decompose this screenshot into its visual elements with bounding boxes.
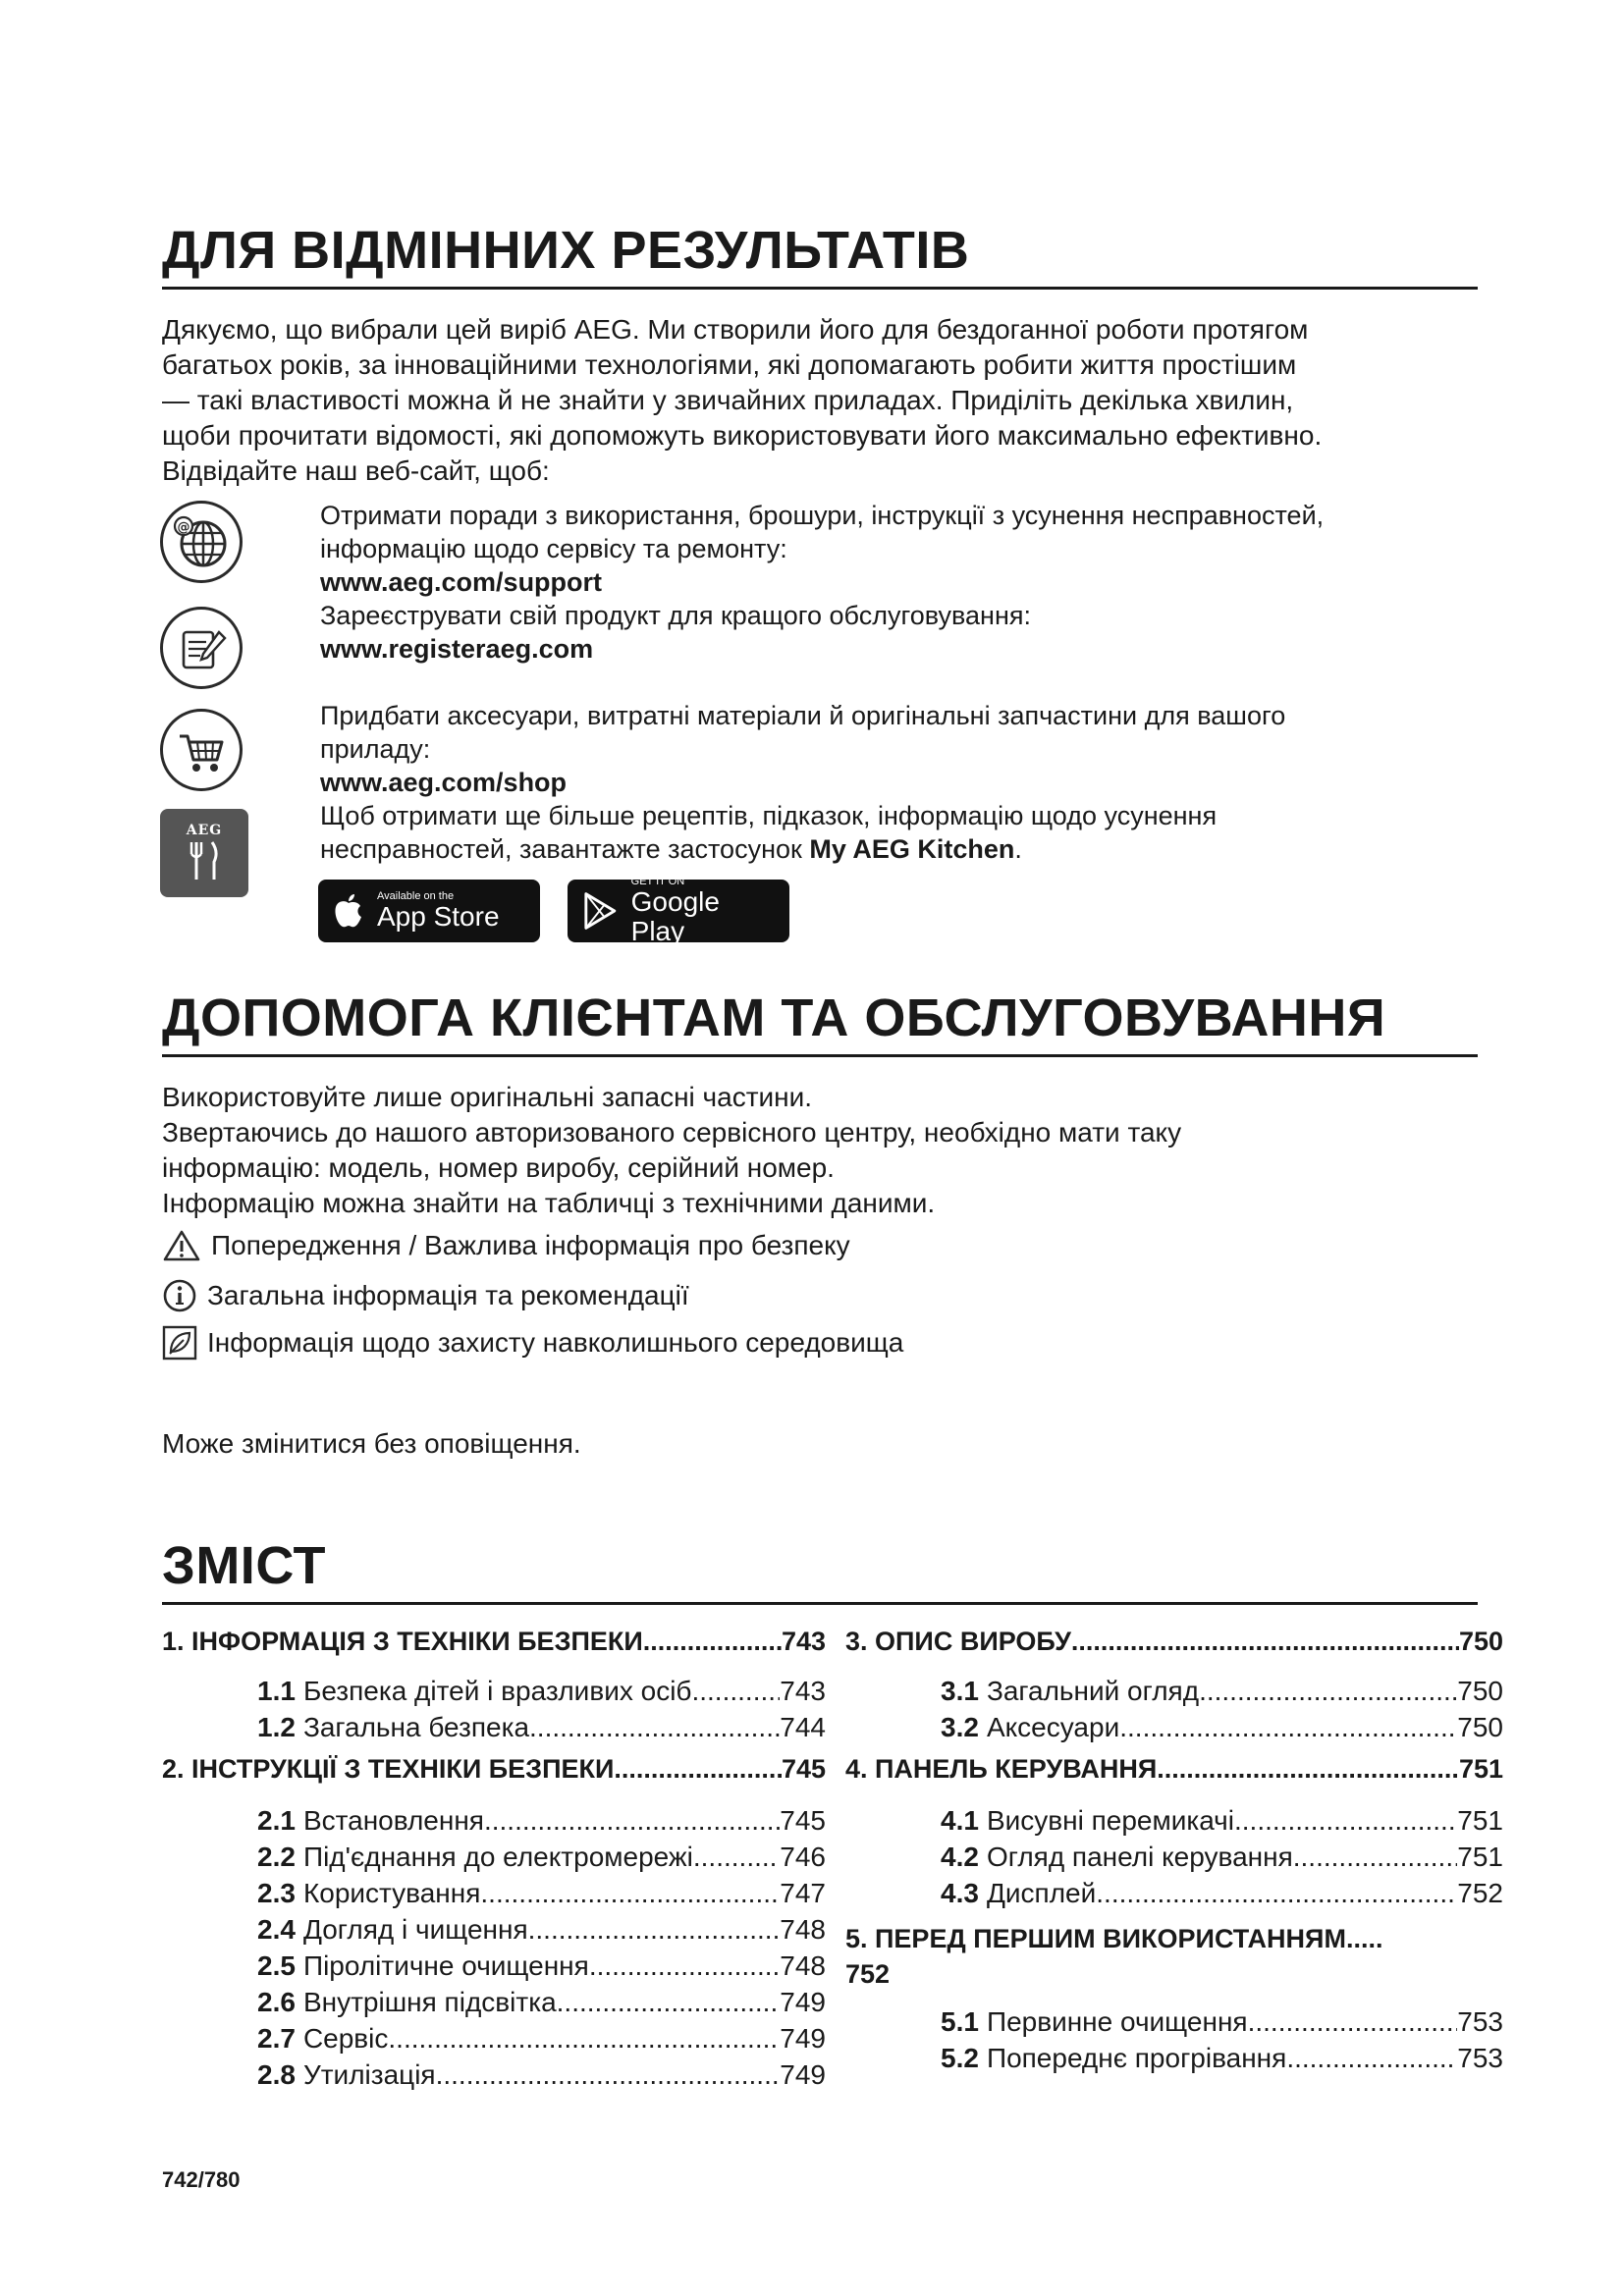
toc-item-4-2[interactable] — [845, 1839, 1503, 1875]
toc-item-page: 750 — [1457, 1676, 1503, 1706]
toc-section-3[interactable] — [845, 1624, 1503, 1659]
section-title-support: ДОПОМОГА КЛІЄНТАМ ТА ОБСЛУГОВУВАННЯ — [162, 991, 1478, 1057]
toc-item-number: 1.1 — [257, 1676, 296, 1706]
toc-section-5[interactable] — [845, 1921, 1503, 1992]
toc-item-number: 4.2 — [941, 1842, 979, 1872]
toc-item-2-2[interactable] — [162, 1839, 826, 1875]
shop-block — [320, 699, 1479, 866]
toc-item-number: 4.1 — [941, 1805, 979, 1836]
toc-section-label: 1. ІНФОРМАЦІЯ З ТЕХНІКИ БЕЗПЕКИ — [162, 1627, 643, 1656]
support-line: Використовуйте лише оригінальні запасні частини. — [162, 1082, 813, 1112]
support-line: Звертаючись до нашого авторизованого сервісного центру, необхідно мати таку — [162, 1117, 1182, 1148]
toc-item-page: 744 — [780, 1712, 826, 1742]
support-block — [320, 499, 1479, 666]
support-line: Інформацію можна знайти на табличці з технічними даними. — [162, 1188, 936, 1218]
toc-item-page: 746 — [780, 1842, 826, 1872]
toc-item-label: Попереднє прогрівання — [986, 2043, 1287, 2073]
toc-item-label: Дисплей — [986, 1878, 1097, 1908]
toc-item-2-3[interactable] — [162, 1875, 826, 1911]
globe-icon — [160, 501, 243, 583]
toc-title: ЗМІСТ — [162, 1539, 1478, 1605]
toc-item-label: Внутрішня підсвітка — [302, 1987, 557, 2017]
toc-item-label: Встановлення — [302, 1805, 484, 1836]
toc-item-page: 747 — [780, 1878, 826, 1908]
app-store-small-text: Available on the — [377, 890, 455, 902]
shop-text: Придбати аксесуари, витратні матеріали й оригінальні запчастини для вашого — [320, 701, 1286, 730]
register-link[interactable]: www.registeraeg.com — [320, 634, 594, 664]
toc-item-page: 750 — [1457, 1712, 1503, 1742]
google-play-badge[interactable] — [568, 876, 789, 946]
toc-item-label: Сервіс — [302, 2023, 389, 2054]
toc-item-label: Утилізація — [302, 2059, 436, 2090]
toc-item-5-2[interactable] — [845, 2040, 1503, 2076]
support-line: інформацію: модель, номер виробу, серійний номер. — [162, 1152, 835, 1183]
app-text-suffix: . — [1014, 834, 1022, 864]
svg-text:@: @ — [177, 520, 190, 535]
toc-section-2[interactable] — [162, 1751, 826, 1787]
toc-item-label: Безпека дітей і вразливих осіб — [302, 1676, 692, 1706]
toc-section-page: 743 — [781, 1627, 826, 1656]
shopping-cart-icon — [160, 709, 243, 791]
toc-item-number: 1.2 — [257, 1712, 296, 1742]
app-text-prefix: несправностей, завантажте застосунок — [320, 834, 810, 864]
toc-item-2-6[interactable] — [162, 1984, 826, 2020]
register-form-icon — [160, 607, 243, 689]
toc-item-number: 2.4 — [257, 1914, 296, 1945]
toc-section-1[interactable] — [162, 1624, 826, 1659]
register-text: Зареєструвати свій продукт для кращого обслуговування: — [320, 601, 1031, 630]
toc-item-page: 743 — [780, 1676, 826, 1706]
toc-item-2-7[interactable] — [162, 2020, 826, 2056]
toc-item-label: Огляд панелі керування — [986, 1842, 1293, 1872]
google-play-big-text: Google Play — [630, 886, 720, 946]
toc-section-label: 3. ОПИС ВИРОБУ — [845, 1627, 1071, 1656]
toc-item-number: 2.7 — [257, 2023, 296, 2054]
toc-item-number: 2.2 — [257, 1842, 296, 1872]
info-legend — [162, 1278, 689, 1313]
toc-item-page: 745 — [780, 1805, 826, 1836]
toc-item-number: 2.6 — [257, 1987, 296, 2017]
toc-item-4-3[interactable] — [845, 1875, 1503, 1911]
toc-item-3-1[interactable] — [845, 1673, 1503, 1709]
toc-item-label: Загальний огляд — [986, 1676, 1200, 1706]
app-store-badge[interactable] — [318, 880, 540, 942]
apple-icon — [332, 891, 365, 931]
aeg-app-icon-label: AEG — [186, 823, 223, 838]
warning-triangle-icon — [162, 1229, 201, 1262]
change-notice — [162, 1426, 1488, 1462]
toc-item-page: 751 — [1457, 1805, 1503, 1836]
toc-item-label: Аксесуари — [986, 1712, 1120, 1742]
toc-item-1-1[interactable] — [162, 1673, 826, 1709]
toc-item-2-5[interactable] — [162, 1948, 826, 1984]
toc-item-label: Піролітичне очищення — [302, 1950, 589, 1981]
change-notice-text: Може змінитися без оповіщення. — [162, 1428, 581, 1459]
toc-item-2-1[interactable] — [162, 1802, 826, 1839]
toc-item-number: 3.2 — [941, 1712, 979, 1742]
cutlery-icon — [185, 838, 224, 883]
shop-link[interactable]: www.aeg.com/shop — [320, 768, 568, 797]
intro-line: Відвідайте наш веб-сайт, щоб: — [162, 455, 550, 486]
toc-item-page: 753 — [1457, 2006, 1503, 2037]
support-paragraph — [162, 1080, 1488, 1221]
intro-line: багатьох років, за інноваційними технологіями, які допомагають робити життя простішим — [162, 349, 1297, 380]
toc-item-page: 749 — [780, 1987, 826, 2017]
app-store-big-text: App Store — [377, 901, 500, 932]
info-legend-text: Загальна інформація та рекомендації — [207, 1280, 689, 1310]
toc-item-label: Під'єднання до електромережі — [302, 1842, 693, 1872]
support-text: Отримати поради з використання, брошури, інструкції з усунення несправностей, — [320, 501, 1325, 530]
toc-item-page: 748 — [780, 1950, 826, 1981]
toc-left-column — [162, 1624, 826, 2093]
toc-section-label: 4. ПАНЕЛЬ КЕРУВАННЯ — [845, 1754, 1158, 1784]
toc-right-column — [845, 1624, 1503, 2076]
toc-item-5-1[interactable] — [845, 2003, 1503, 2040]
toc-section-page: 750 — [1458, 1627, 1503, 1656]
page-number: 742/780 — [162, 2167, 241, 2192]
support-text: інформацію щодо сервісу та ремонту: — [320, 534, 787, 563]
toc-item-page: 749 — [780, 2023, 826, 2054]
warning-legend — [162, 1229, 850, 1262]
toc-item-number: 3.1 — [941, 1676, 979, 1706]
toc-item-2-8[interactable] — [162, 2056, 826, 2093]
google-play-icon — [581, 890, 620, 932]
toc-section-page: 745 — [781, 1754, 826, 1784]
toc-item-number: 5.1 — [941, 2006, 979, 2037]
toc-item-3-2[interactable] — [845, 1709, 1503, 1745]
app-name: My AEG Kitchen — [809, 834, 1015, 864]
toc-section-label: 5. ПЕРЕД ПЕРШИМ ВИКОРИСТАННЯМ..... — [845, 1924, 1383, 1953]
environment-legend — [162, 1325, 903, 1361]
section-title-results: ДЛЯ ВІДМІННИХ РЕЗУЛЬТАТІВ — [162, 224, 1478, 290]
app-text-line2 — [320, 832, 1479, 866]
toc-item-2-4[interactable] — [162, 1911, 826, 1948]
shop-text: приладу: — [320, 734, 431, 764]
aeg-app-icon — [160, 809, 248, 897]
toc-item-label: Висувні перемикачі — [986, 1805, 1234, 1836]
toc-item-label: Загальна безпека — [302, 1712, 530, 1742]
toc-section-page: 751 — [1458, 1754, 1503, 1784]
toc-item-number: 2.5 — [257, 1950, 296, 1981]
leaf-icon — [162, 1325, 197, 1361]
intro-paragraph — [162, 312, 1488, 489]
toc-item-page: 753 — [1457, 2043, 1503, 2073]
toc-item-number: 5.2 — [941, 2043, 979, 2073]
app-text: Щоб отримати ще більше рецептів, підказок, інформацію щодо усунення — [320, 801, 1218, 830]
toc-item-number: 2.3 — [257, 1878, 296, 1908]
toc-item-page: 749 — [780, 2059, 826, 2090]
toc-item-number: 2.1 — [257, 1805, 296, 1836]
toc-item-number: 4.3 — [941, 1878, 979, 1908]
toc-section-4[interactable] — [845, 1751, 1503, 1787]
toc-item-label: Користування — [302, 1878, 481, 1908]
toc-section-label: 2. ІНСТРУКЦІЇ З ТЕХНІКИ БЕЗПЕКИ — [162, 1754, 615, 1784]
environment-legend-text: Інформація щодо захисту навколишнього середовища — [207, 1327, 904, 1358]
warning-legend-text: Попередження / Важлива інформація про безпеку — [211, 1230, 850, 1260]
toc-item-label: Догляд і чищення — [302, 1914, 528, 1945]
toc-item-label: Первинне очищення — [986, 2006, 1248, 2037]
toc-item-number: 2.8 — [257, 2059, 296, 2090]
toc-item-4-1[interactable] — [845, 1802, 1503, 1839]
toc-item-page: 751 — [1457, 1842, 1503, 1872]
google-play-small-text: GET IT ON — [630, 876, 685, 887]
intro-line: щоби прочитати відомості, які допоможуть використовувати його максимально ефективно. — [162, 420, 1323, 451]
toc-item-1-2[interactable] — [162, 1709, 826, 1745]
toc-item-page: 748 — [780, 1914, 826, 1945]
info-icon — [162, 1278, 197, 1313]
toc-section-page: 752 — [845, 1959, 891, 1989]
intro-line: — такі властивості можна й не знайти у звичайних приладах. Приділіть декілька хвилин, — [162, 385, 1294, 415]
support-link[interactable]: www.aeg.com/support — [320, 567, 603, 597]
toc-item-page: 752 — [1457, 1878, 1503, 1908]
intro-line: Дякуємо, що вибрали цей виріб AEG. Ми створили його для бездоганної роботи протягом — [162, 314, 1309, 345]
